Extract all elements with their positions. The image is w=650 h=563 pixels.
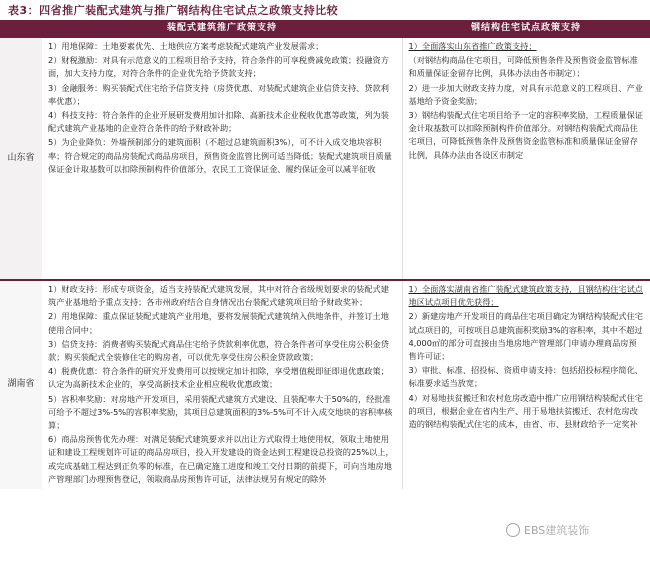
watermark-text: EBS建筑装饰: [524, 524, 590, 537]
table-row-hunan: [0, 280, 650, 489]
shandong-prefab-item: 2）财税激励：对具有示范意义的工程项目给予支持，符合条件的可享税费减免政策；投融资方面，加大支持力度，对符合条件的企业优先给予贷款支持；: [48, 55, 389, 79]
shandong-prefab-item: 1）用地保障：土地要素优先、土地供应方案考虑装配式建筑产业发展需求；: [48, 41, 324, 51]
province-shandong: 山东省: [0, 38, 42, 280]
policy-table: [0, 20, 650, 489]
hunan-prefab-cell: [42, 280, 402, 489]
shandong-steel-item: （对钢结构商品住宅项目，可降低预售条件及预售资金监管标准和质量保证金留存比例，具体办法由各市制定）；: [408, 55, 638, 79]
shandong-steel-cell: [402, 38, 650, 280]
shandong-steel-item: 3）钢结构装配式住宅项目给予一定的容积率奖励，工程质量保证金计取基数可以扣除预制构件价值部分。对钢结构装配式商品住宅项目，可降低预售条件及预售资金监管标准和质量保证金留存比例，具体办法由各设区市制定: [408, 110, 643, 160]
hunan-steel-item: 4）对易地扶贫搬迁和农村危房改造中推广应用钢结构装配式住宅的项目，根据企业在省内生产、用于易地扶贫搬迁、农村危房改造的钢结构装配式住宅的成本，由省、市、县财政给予一定奖补: [408, 392, 643, 430]
shandong-prefab-item: 3）金融服务：购买装配式住宅给予信贷支持（房贷优惠、对装配式建筑企业信贷支持、贷款利率优惠）；: [48, 82, 389, 106]
hunan-prefab-item: 3）信贷支持：消费者购买装配式商品住宅给予贷款利率优惠，符合条件者可享受住房公积金贷款；购买装配式全装修住宅的购房者，可以优先享受住房公积金贷款政策；: [48, 338, 389, 363]
table-caption: 表3：四省推广装配式建筑与推广钢结构住宅试点之政策支持比较: [8, 4, 339, 17]
hunan-prefab-item: 1）财政支持：形成专项资金，适当支持装配式建筑发展，其中对符合省级规划要求的装配式建筑产业基地给予重点支持；各市州政府结合自身情况出台装配式建筑项目给予财政奖补；: [48, 284, 389, 308]
hunan-prefab-item: 5）容积率奖励：对房地产开发项目，采用装配式建筑方式建设、且装配率大于50%的，经批准可给予不超过3%-5%的容积率奖励，其项目总建筑面积的3%-5%可不计入成交地块的容积率核算；: [48, 393, 393, 431]
hunan-prefab-item: 2）用地保障：重点保证装配式建筑产业用地，要将发展装配式建筑纳入供地条件，并签订土地使用合同中；: [48, 311, 389, 335]
hunan-steel-item: 1）全面落实湖南省推广装配式建筑政策支持，且钢结构住宅试点地区试点项目优先获得；: [408, 284, 643, 308]
header-steel-policy: 钢结构住宅试点政策支持: [402, 20, 650, 38]
watermark: [506, 522, 589, 538]
hunan-steel-cell: [402, 280, 650, 489]
hunan-steel-item: 3）审批、标准、招投标、资质申请支持：包括招投标程序简化、标准要求适当放宽；: [408, 365, 643, 389]
shandong-prefab-item: 4）科技支持：符合条件的企业开展研发费用加计扣除、高新技术企业税收优惠等政策，列为装配式建筑产业基地的企业符合条件的给予财政补助；: [48, 110, 389, 134]
province-hunan: 湖南省: [0, 280, 42, 489]
hunan-prefab-item: 6）商品房预售优先办理：对满足装配式建筑要求并以出让方式取得土地使用权，领取土地使用证和建设工程规划许可证的商品房项目，投入开发建设的资金达到工程建设总投资的25%以上，或完成基础工程达到正负零的标准，在已确定施工进度和竣工交付日期的前提下，可向当地房地产管理部门办理预售登记，领取商品房预售许可证，法律法规另有规定的除外: [48, 434, 394, 484]
wechat-icon: [506, 523, 520, 537]
shandong-steel-item: 2）进一步加大财政支持力度，对具有示范意义的工程项目、产业基地给予资金奖励；: [408, 82, 643, 106]
header-province: [0, 20, 42, 38]
shandong-prefab-item: 5）为企业降负：外墙预制部分的建筑面积（不超过总建筑面积3%），可不计入成交地块容积率；符合规定的商品房装配式商品房项目，预售资金监管比例可适当降低；装配式建筑项目质量保证金计取基数可以扣除预制构件价值部分，农民工工资保证金、履约保证金可以减半征收: [48, 137, 392, 174]
shandong-steel-item: 1）全面落实山东省推广政策支持；: [408, 41, 537, 51]
shandong-prefab-cell: [42, 38, 402, 280]
header-prefab-policy: 装配式建筑推广政策支持: [42, 20, 402, 38]
header-row: [0, 20, 650, 38]
hunan-steel-item: 2）新建房地产开发项目的商品住宅项目确定为钢结构装配式住宅试点项目的，可按项目总建筑面积奖励3%的容积率，其中不超过4,000㎡的部分可直接由当地房地产管理部门申请办理商品房预售许可证；: [408, 311, 643, 362]
table-row-shandong: [0, 38, 650, 280]
hunan-prefab-item: 4）税费优惠：符合条件的研究开发费用可以按规定加计扣除，享受增值税即征即退优惠政策；认定为高新技术企业的，享受高新技术企业相应税收优惠政策；: [48, 366, 389, 390]
